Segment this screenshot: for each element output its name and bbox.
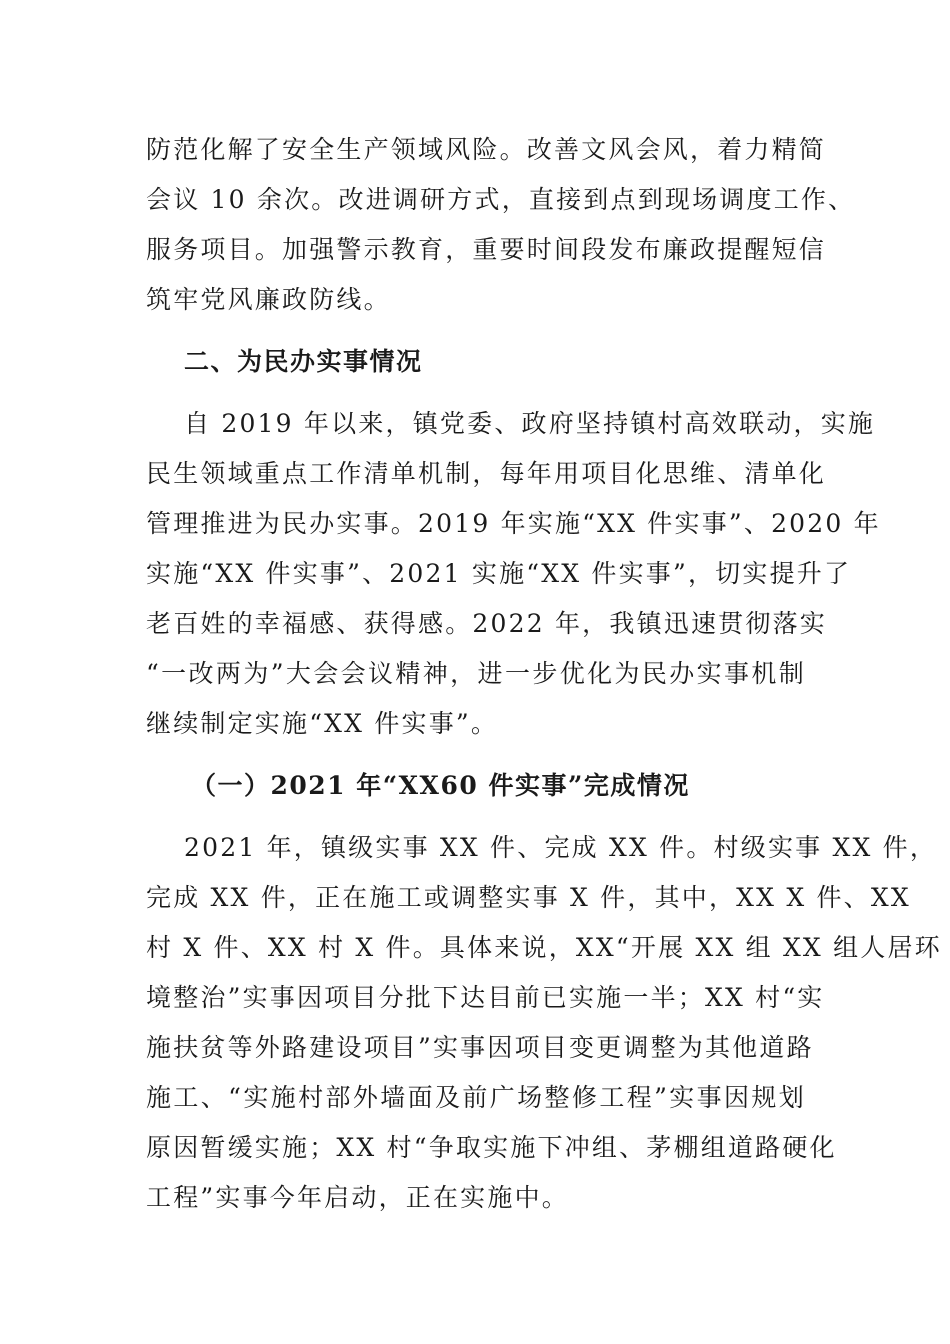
text-line: 境整治”实事因项目分批下达目前已实施一半；XX 村“实 — [146, 983, 825, 1012]
text-line: 会议 10 余次。改进调研方式，直接到点到现场调度工作、 — [146, 185, 856, 214]
text-line: 施工、“实施村部外墙面及前广场整修工程”实事因规划 — [146, 1083, 806, 1112]
paragraph-practical-matters-overview — [146, 399, 881, 749]
document-page — [146, 125, 942, 1223]
text-line: 民生领域重点工作清单机制，每年用项目化思维、清单化 — [146, 459, 827, 488]
text-line: 实施“XX 件实事”、2021 实施“XX 件实事”，切实提升了 — [146, 559, 852, 588]
section-heading-practical-matters: 二、为民办实事情况 — [184, 347, 423, 376]
text-line: 2021 年，镇级实事 XX 件、完成 XX 件。村级实事 XX 件， — [184, 833, 938, 862]
paragraph-2021-completion-detail — [146, 823, 942, 1223]
text-line: 管理推进为民办实事。2019 年实施“XX 件实事”、2020 年 — [146, 509, 881, 538]
text-line: 完成 XX 件，正在施工或调整实事 X 件，其中，XX X 件、XX — [146, 883, 911, 912]
text-line: 服务项目。加强警示教育，重要时间段发布廉政提醒短信 — [146, 235, 827, 264]
text-line: 筑牢党风廉政防线。 — [146, 285, 391, 314]
text-line: 原因暂缓实施；XX 村“争取实施下冲组、茅棚组道路硬化 — [146, 1133, 837, 1162]
paragraph-safety-discipline — [146, 125, 856, 325]
text-line: 施扶贫等外路建设项目”实事因项目变更调整为其他道路 — [146, 1033, 814, 1062]
text-line: 自 2019 年以来，镇党委、政府坚持镇村高效联动，实施 — [184, 409, 876, 438]
text-line: “一改两为”大会会议精神，进一步优化为民办实事机制 — [146, 659, 806, 688]
text-line: 老百姓的幸福感、获得感。2022 年，我镇迅速贯彻落实 — [146, 609, 827, 638]
text-line: 防范化解了安全生产领域风险。改善文风会风，着力精简 — [146, 135, 827, 164]
text-line: 工程”实事今年启动，正在实施中。 — [146, 1183, 569, 1212]
text-line: 村 X 件、XX 村 X 件。具体来说，XX“开展 XX 组 XX 组人居环 — [146, 933, 942, 962]
subsection-heading-2021-completion: （一）2021 年“XX60 件实事”完成情况 — [191, 771, 690, 800]
text-line: 继续制定实施“XX 件实事”。 — [146, 709, 499, 738]
